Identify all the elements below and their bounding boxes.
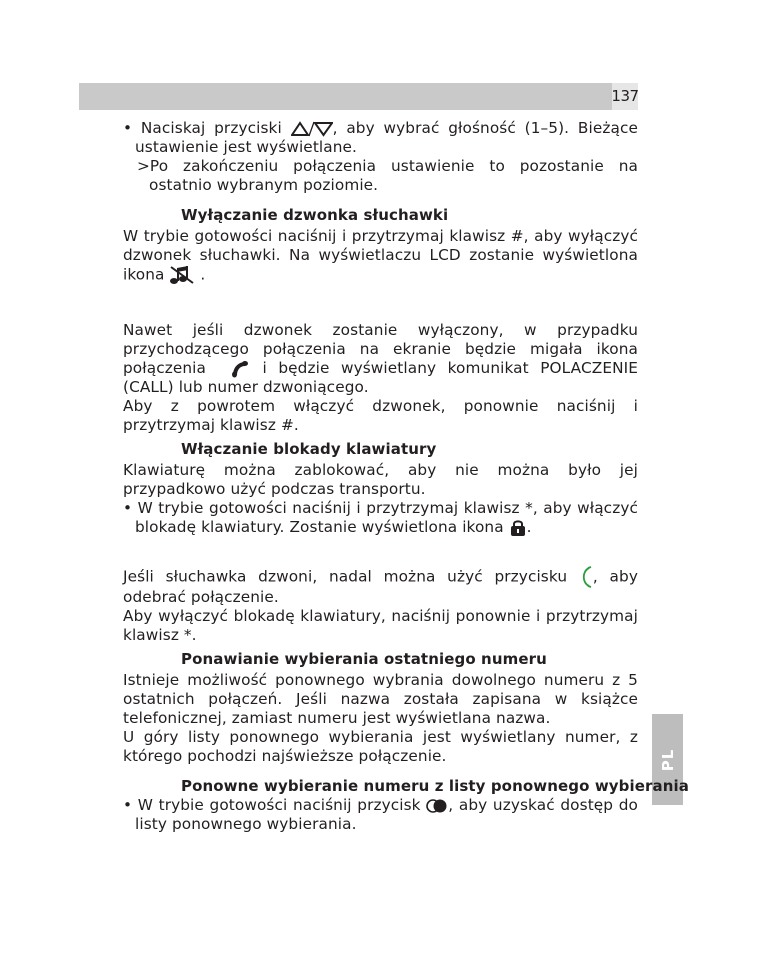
volume-bullet: • Naciskaj przyciski , aby wybrać głośność (1–5). Bieżące ustawienie jest wyświetlane. (123, 119, 638, 156)
ringer-paragraph-3: Aby z powrotem włączyć dzwonek, ponownie naciśnij i przytrzymaj klawisz #. (123, 397, 638, 434)
language-tab-label: PL (658, 748, 677, 771)
volume-sub-note: >Po zakończeniu połączenia ustawienie to pozostanie na ostatnio wybranym poziomie. (137, 157, 638, 194)
redial-list-section-title: Ponowne wybieranie numeru z listy ponownego wybierania (181, 777, 689, 795)
ringer-off-icon (169, 265, 195, 285)
redial-section-title: Ponawianie wybierania ostatniego numeru (181, 650, 547, 668)
ringer-paragraph-2: Nawet jeśli dzwonek zostanie wyłączony, w przypadku przychodzącego połączenia na ekranie będzie migała ikona połączenia i będzie wyświetlany komunikat POLACZENIE (CALL) lub numer dzwoniącego. (123, 321, 638, 396)
keylock-paragraph-1: Klawiaturę można zablokować, aby nie można było jej przypadkowo użyć podczas transportu. (123, 461, 638, 498)
ringer-section-title: Wyłączanie dzwonka słuchawki (181, 206, 449, 224)
keylock-bullet: • W trybie gotowości naciśnij i przytrzymaj klawisz *, aby włączyć blokadę klawiatury. Zostanie wyświetlona ikona . (123, 499, 638, 536)
redial-list-bullet: • W trybie gotowości naciśnij przycisk , aby uzyskać dostęp do listy ponownego wybierania. (123, 796, 638, 833)
talk-button-icon (579, 566, 593, 588)
ringer-paragraph-1: W trybie gotowości naciśnij i przytrzymaj klawisz #, aby wyłączyć dzwonek słuchawki. Na wyświetlaczu LCD zostanie wyświetlona ikona . (123, 227, 638, 284)
header-bar (79, 83, 612, 110)
redial-button-icon (426, 798, 448, 814)
redial-paragraph-1: Istnieje możliwość ponownego wybrania dowolnego numeru z 5 ostatnich połączeń. Jeśli nazwa została zapisana w książce telefonicznej, zamiast numeru jest wyświetlana nazwa. (123, 671, 638, 727)
page-number: 137 (611, 87, 639, 105)
keylock-section-title: Włączanie blokady klawiatury (181, 440, 437, 458)
redial-paragraph-2: U góry listy ponownego wybierania jest wyświetlany numer, z którego pochodzi najświeższe połączenie. (123, 728, 638, 765)
lock-icon (509, 519, 527, 537)
keylock-paragraph-2: Jeśli słuchawka dzwoni, nadal można użyć przycisku , aby odebrać połączenie. (123, 567, 638, 606)
up-down-arrows-icon (291, 121, 333, 137)
call-handset-icon (229, 360, 251, 378)
keylock-paragraph-3: Aby wyłączyć blokadę klawiatury, naciśnij ponownie i przytrzymaj klawisz *. (123, 607, 638, 644)
